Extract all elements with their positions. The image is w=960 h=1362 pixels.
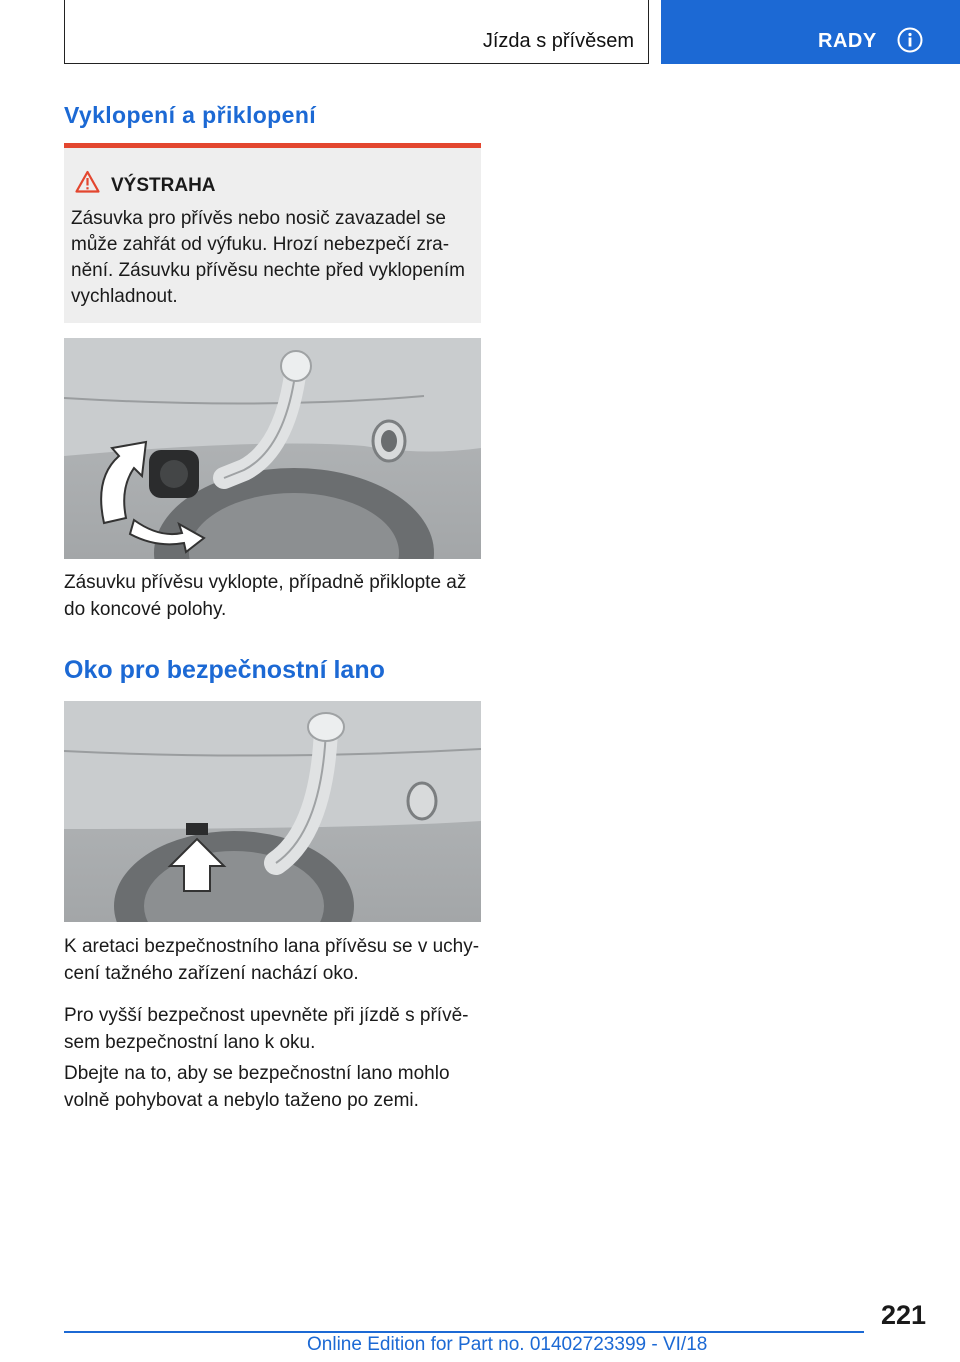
edition-note: Online Edition for Part no. 01402723399 - VI/18 bbox=[307, 1334, 708, 1355]
caption-tilt: Zásuvku přívěsu vyklopte, případně přiklopte až do koncové polohy. bbox=[64, 572, 467, 620]
info-icon bbox=[897, 27, 923, 53]
safety-eye-illustration bbox=[64, 701, 481, 922]
tab-label: RADY bbox=[818, 30, 877, 52]
chapter-title: Jízda s přívěsem bbox=[482, 30, 634, 52]
paragraph-1: K aretaci bezpečnostního lana přívěsu se v uchycení tažného zařízení nachází oko. bbox=[64, 936, 480, 984]
warning-title: VÝSTRAHA bbox=[111, 175, 216, 196]
page-number: 221 bbox=[880, 1300, 926, 1330]
section-title-tilting: Vyklopení a přiklopení bbox=[64, 102, 317, 128]
warning-text: Zásuvka pro přívěs nebo nosič zavazadel se může zahřát od výfuku. Hrozí nebezpečí zranění. Zásuvku přívěsu nechte před vyklopením vychladnout. bbox=[71, 208, 465, 307]
header-chapter-box bbox=[64, 0, 649, 64]
tab-rady[interactable] bbox=[661, 0, 960, 64]
paragraph-2: Pro vyšší bezpečnost upevněte při jízdě s přívěsem bezpečnostní lano k oku. bbox=[64, 1005, 469, 1053]
warning-triangle-icon bbox=[75, 170, 100, 193]
paragraph-3: Dbejte na to, aby se bezpečnostní lano mohlo volně pohybovat a nebylo taženo po zemi. bbox=[64, 1063, 450, 1111]
socket-tilt-illustration bbox=[64, 338, 481, 559]
footer-divider bbox=[64, 1331, 864, 1333]
warning-box bbox=[64, 143, 481, 323]
section-title-safety-eye: Oko pro bezpečnostní lano bbox=[64, 656, 385, 684]
